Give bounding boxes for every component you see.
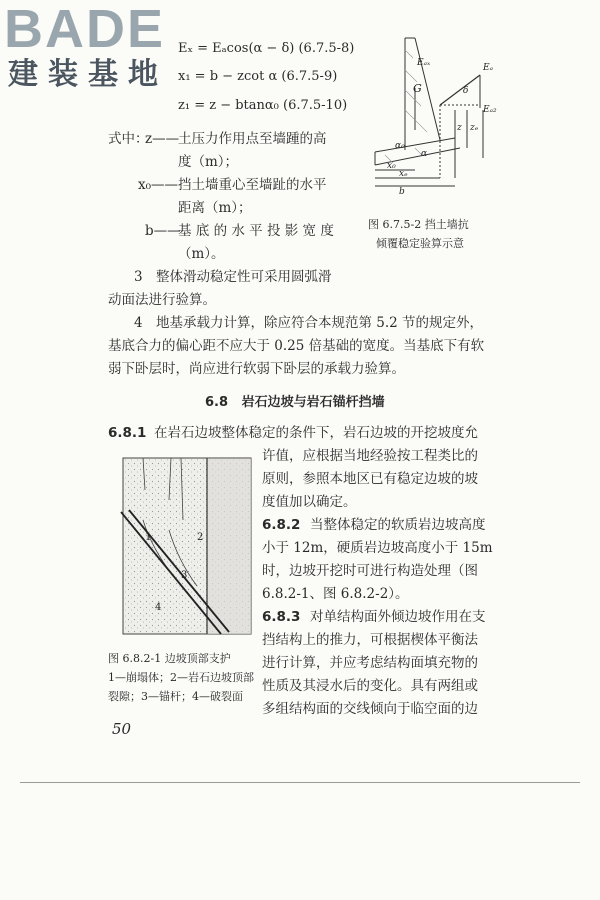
item-4-line-1: 地基承载力计算，除应符合本规范第 5.2 节的规定外， [156,315,484,331]
clause-6-8-1-number: 6.8.1 [108,425,147,441]
def-b-text-2: （m）。 [178,246,225,262]
label-Eax: Eₐₓ [417,58,431,68]
section-heading [205,391,385,410]
clause-6-8-1-line-4: 度值加以确定。 [262,494,357,510]
label-4-failure-surface: 4 [155,602,162,613]
def-x0-symbol: x₀—— [138,177,179,193]
def-z-symbol: z—— [145,131,180,147]
figure-caption-6-7-5-2-line1: 图 6.7.5-2 挡土墙抗 [368,218,469,231]
footer-divider [20,782,580,783]
label-x0: x₀ [387,161,396,171]
def-b-text-1: 基 底 的 水 平 投 影 宽 度 [178,223,334,239]
figure-caption-6-8-2-1-line2: 1—崩塌体；2—岩石边坡顶部 [108,671,254,684]
logo-wordmark: BADE [4,0,166,59]
label-alpha0: α₀ [395,141,405,151]
label-xf: xₑ [399,169,408,179]
item-4-number: 4 [134,315,143,331]
item-4-line-3: 弱下卧层时，尚应进行软弱下卧层的承载力验算。 [108,361,405,377]
figure-caption-6-7-5-2-line2: 倾覆稳定验算示意 [376,237,464,250]
def-x0-text-1: 挡土墙重心至墙趾的水平 [178,177,327,193]
label-Eaz: Eₐ₂ [483,105,497,115]
clause-6-8-2-number: 6.8.2 [262,517,301,533]
item-3-number: 3 [134,269,143,285]
item-4-line-2: 基底合力的偏心距不应大于 0.25 倍基础的宽度。当基底下有软 [108,338,485,354]
section-title: 岩石边坡与岩石锚杆挡墙 [241,395,385,410]
def-z-text-2: 度（m）； [178,154,239,170]
clause-6-8-3-number: 6.8.3 [262,609,301,625]
label-delta: δ [463,86,469,96]
label-3-anchor: 3 [181,570,188,581]
clause-6-8-3-line-1: 对单结构面外倾边坡作用在支 [310,609,486,625]
clause-6-8-3-line-5: 多组结构面的交线倾向于临空面的边 [262,701,478,717]
page-number: 50 [112,720,132,738]
section-number: 6.8 [205,395,229,410]
label-2-crack: 2 [197,532,204,543]
item-3-line-1: 整体滑动稳定性可采用圆弧滑 [156,269,332,285]
label-z: z [457,123,462,133]
label-Ea: Eₐ [483,63,493,73]
clause-6-8-1-line-2: 许值，应根据当地经验按工程类比的 [262,448,478,464]
clause-6-8-1-line-3: 原则，参照本地区已有稳定边坡的坡 [262,471,478,487]
label-zf: zₑ [470,123,479,133]
label-G: G [413,82,422,95]
definitions-prefix: 式中： [108,131,149,147]
clause-6-8-3-line-4: 性质及其浸水后的变化。具有两组或 [262,678,478,694]
clause-6-8-2-line-4: 6.8.2-1、图 6.8.2-2）。 [262,586,409,602]
def-x0-text-2: 距离（m）； [178,200,252,216]
label-b: b [399,187,405,197]
clause-6-8-3-line-2: 挡结构上的推力，可根据楔体平衡法 [262,632,478,648]
retaining-wall-diagram [355,30,555,210]
equation-6-7-5-8: Eₓ = Eₐcos(α − δ) (6.7.5-8) [178,41,355,56]
clause-6-8-3-line-3: 进行计算，并应考虑结构面填充物的 [262,655,478,671]
figure-caption-6-8-2-1-line1: 图 6.8.2-1 边坡顶部支护 [108,652,231,665]
item-3-line-2: 动面法进行验算。 [108,292,216,308]
logo-subtitle: 建装基地 [8,57,168,92]
clause-6-8-2-line-1: 当整体稳定的软质岩边坡高度 [310,517,486,533]
equation-6-7-5-9: x₁ = b − zcot α (6.7.5-9) [178,69,338,84]
clause-6-8-2-line-2: 小于 12m，硬质岩边坡高度小于 15m [262,540,493,556]
label-1-collapse-body: 1 [145,532,152,543]
clause-6-8-1-line-1: 在岩石边坡整体稳定的条件下，岩石边坡的开挖坡度允 [154,425,478,441]
clause-6-8-2-line-3: 时，边坡开挖时可进行构造处理（图 [262,563,478,579]
figure-caption-6-8-2-1-line3: 裂隙；3—锚杆；4—破裂面 [108,690,243,703]
equation-6-7-5-10: z₁ = z − btanα₀ (6.7.5-10) [178,98,348,113]
slope-support-diagram [115,450,260,640]
def-b-symbol: b—— [145,223,181,239]
def-z-text-1: 土压力作用点至墙踵的高 [178,131,327,147]
label-alpha: α [421,149,428,159]
